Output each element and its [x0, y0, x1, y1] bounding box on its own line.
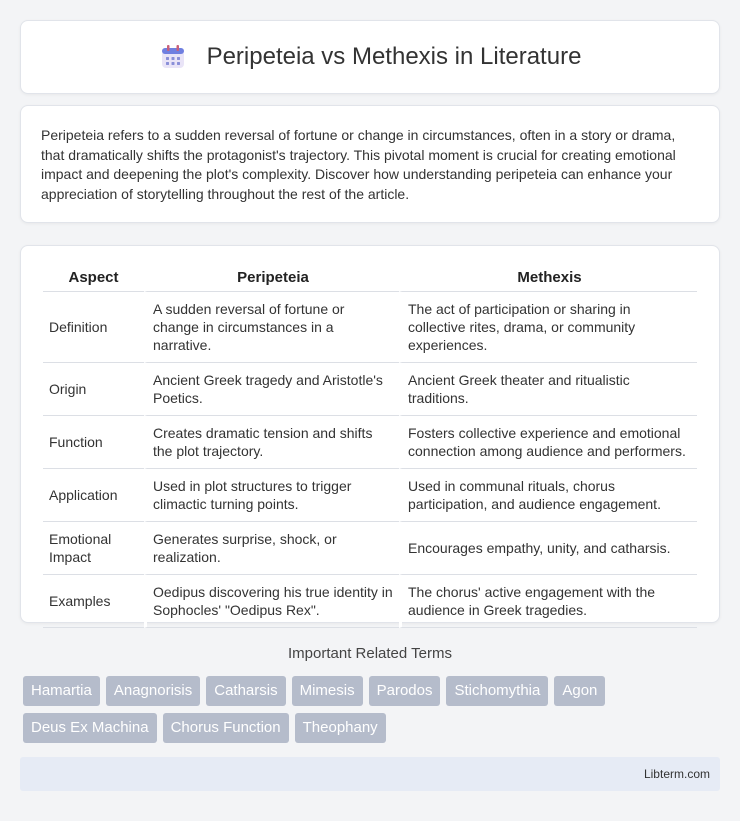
row-methexis: Encourages empathy, unity, and catharsis. [399, 522, 697, 575]
tag-mimesis[interactable]: Mimesis [292, 676, 363, 706]
comparison-table [43, 264, 697, 628]
header-peripeteia: Peripeteia [144, 264, 399, 292]
row-aspect: Definition [43, 292, 144, 363]
tag-agon[interactable]: Agon [554, 676, 605, 706]
table-row [43, 363, 697, 416]
intro-text: Peripeteia refers to a sudden reversal of fortune or change in circumstances, often in a story or drama, that dramatically shifts the protagonist's trajectory. This pivotal moment is crucial for creating emotional impact and deepening the plot's complexity. Discover how understanding peripeteia can enhance your appreciation of storytelling throughout the rest of the article. [41, 127, 676, 202]
table-row [43, 292, 697, 363]
table-row [43, 469, 697, 522]
tag-chorus-function[interactable]: Chorus Function [163, 713, 289, 743]
table-row [43, 416, 697, 469]
row-aspect: Origin [43, 363, 144, 416]
footer [20, 757, 720, 791]
row-peripeteia: Generates surprise, shock, or realization. [144, 522, 399, 575]
tag-parodos[interactable]: Parodos [369, 676, 441, 706]
footer-site-link[interactable]: Libterm.com [643, 767, 710, 781]
header-methexis: Methexis [399, 264, 697, 292]
page-title: Peripeteia vs Methexis in Literature [206, 43, 582, 70]
related-terms-list [23, 676, 723, 743]
table-header-row [43, 264, 697, 292]
header-card [20, 20, 720, 94]
tag-hamartia[interactable]: Hamartia [23, 676, 100, 706]
row-peripeteia: Oedipus discovering his true identity in Sophocles' "Oedipus Rex". [144, 575, 399, 628]
tag-catharsis[interactable]: Catharsis [206, 676, 285, 706]
related-terms-title: Important Related Terms [288, 645, 452, 662]
row-methexis: The chorus' active engagement with the audience in Greek tragedies. [399, 575, 697, 628]
comparison-card [20, 245, 720, 623]
calendar-icon [159, 43, 187, 71]
table-row [43, 522, 697, 575]
row-methexis: Used in communal rituals, chorus participation, and audience engagement. [399, 469, 697, 522]
tag-deus-ex-machina[interactable]: Deus Ex Machina [23, 713, 157, 743]
tag-anagnorisis[interactable]: Anagnorisis [106, 676, 200, 706]
row-aspect: Examples [43, 575, 144, 628]
row-methexis: The act of participation or sharing in collective rites, drama, or community experiences. [399, 292, 697, 363]
row-aspect: Function [43, 416, 144, 469]
tag-theophany[interactable]: Theophany [295, 713, 386, 743]
row-peripeteia: A sudden reversal of fortune or change in circumstances in a narrative. [144, 292, 399, 363]
row-methexis: Fosters collective experience and emotional connection among audience and performers. [399, 416, 697, 469]
row-methexis: Ancient Greek theater and ritualistic traditions. [399, 363, 697, 416]
row-peripeteia: Used in plot structures to trigger climactic turning points. [144, 469, 399, 522]
row-aspect: Emotional Impact [43, 522, 144, 575]
table-row [43, 575, 697, 628]
row-peripeteia: Creates dramatic tension and shifts the plot trajectory. [144, 416, 399, 469]
row-aspect: Application [43, 469, 144, 522]
header-aspect: Aspect [43, 264, 144, 292]
row-peripeteia: Ancient Greek tragedy and Aristotle's Poetics. [144, 363, 399, 416]
tag-stichomythia[interactable]: Stichomythia [446, 676, 548, 706]
intro-card [20, 105, 720, 223]
